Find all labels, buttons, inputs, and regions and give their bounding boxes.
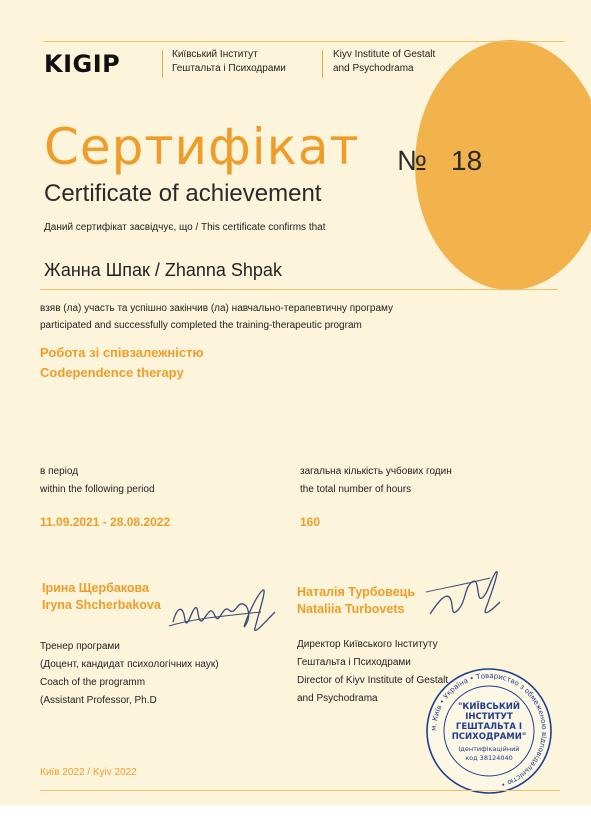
stamp-line-4: ПСИХОДРАМИ" [451, 732, 527, 742]
stamp-line-6: код 38124040 [465, 754, 513, 762]
stamp-line-5: Ідентифікаційний [458, 745, 520, 753]
program-name-en: Codependence therapy [40, 365, 184, 380]
period-label: в період within the following period [40, 466, 155, 495]
signatory-left-name: Ірина Щербакова Iryna Shcherbakova [42, 581, 161, 612]
program-name-ua: Робота зі співзалежністю [40, 345, 204, 360]
page-margin [0, 805, 591, 827]
recipient-name: Жанна Шпак / Zhanna Shpak [44, 260, 282, 280]
header-divider [322, 50, 323, 78]
kigip-logo: KIGIP [44, 50, 121, 78]
stamp-line-3: ГЕШТАЛЬТА І [455, 722, 523, 732]
participated-text-ua: взяв (ла) участь та успішно закінчив (ла) навчально-терапевтичну програму [40, 303, 394, 314]
signatory-right-name: Наталія Турбовець Nataliia Turbovets [297, 585, 416, 616]
signatory-right-role: Директор Київського Інституту Гештальта і Психодрами Director of Kiyv Institute of Gestalt and Psychodrama [297, 639, 449, 704]
participated-text-en: participated and successfully completed the training-therapeutic program [40, 320, 362, 331]
hours-label: загальна кількість учбових годин the total number of hours [300, 466, 452, 495]
bottom-rule [40, 790, 560, 791]
institute-stamp [425, 667, 553, 795]
stamp-line-1: "КИЇВСЬКИЙ [457, 702, 521, 712]
certificate-subtitle: Certificate of achievement [44, 180, 322, 207]
name-rule [40, 289, 558, 290]
signatory-left-role: Тренер програми (Доцент, кандидат психологічних наук) Coach of the programm (Assistant Professor, Ph.D [40, 641, 219, 706]
institute-name-ua: Київський Інститут Гештальта і Психодрами [172, 49, 286, 74]
period-value: 11.09.2021 - 28.08.2022 [40, 515, 171, 529]
signature-left [165, 582, 280, 642]
stamp-line-2: ІНСТИТУТ [465, 712, 513, 722]
hours-value: 160 [300, 515, 321, 529]
confirms-text: Даний сертифікат засвідчує, що / This certificate confirms that [44, 222, 326, 233]
certificate-number: № 18 [397, 145, 483, 176]
stamp-ring-text: м. Київ • Україна • Товариство з обмеженою відповідальністю • [429, 671, 549, 789]
certificate-title: Сертифікат [44, 118, 360, 176]
institute-name-en: Kiyv Institute of Gestalt and Psychodrama [333, 49, 436, 74]
header-divider [162, 50, 163, 78]
signature-right [420, 562, 505, 632]
top-rule [44, 41, 564, 42]
footer-place-year: Київ 2022 / Kyiv 2022 [40, 767, 137, 778]
